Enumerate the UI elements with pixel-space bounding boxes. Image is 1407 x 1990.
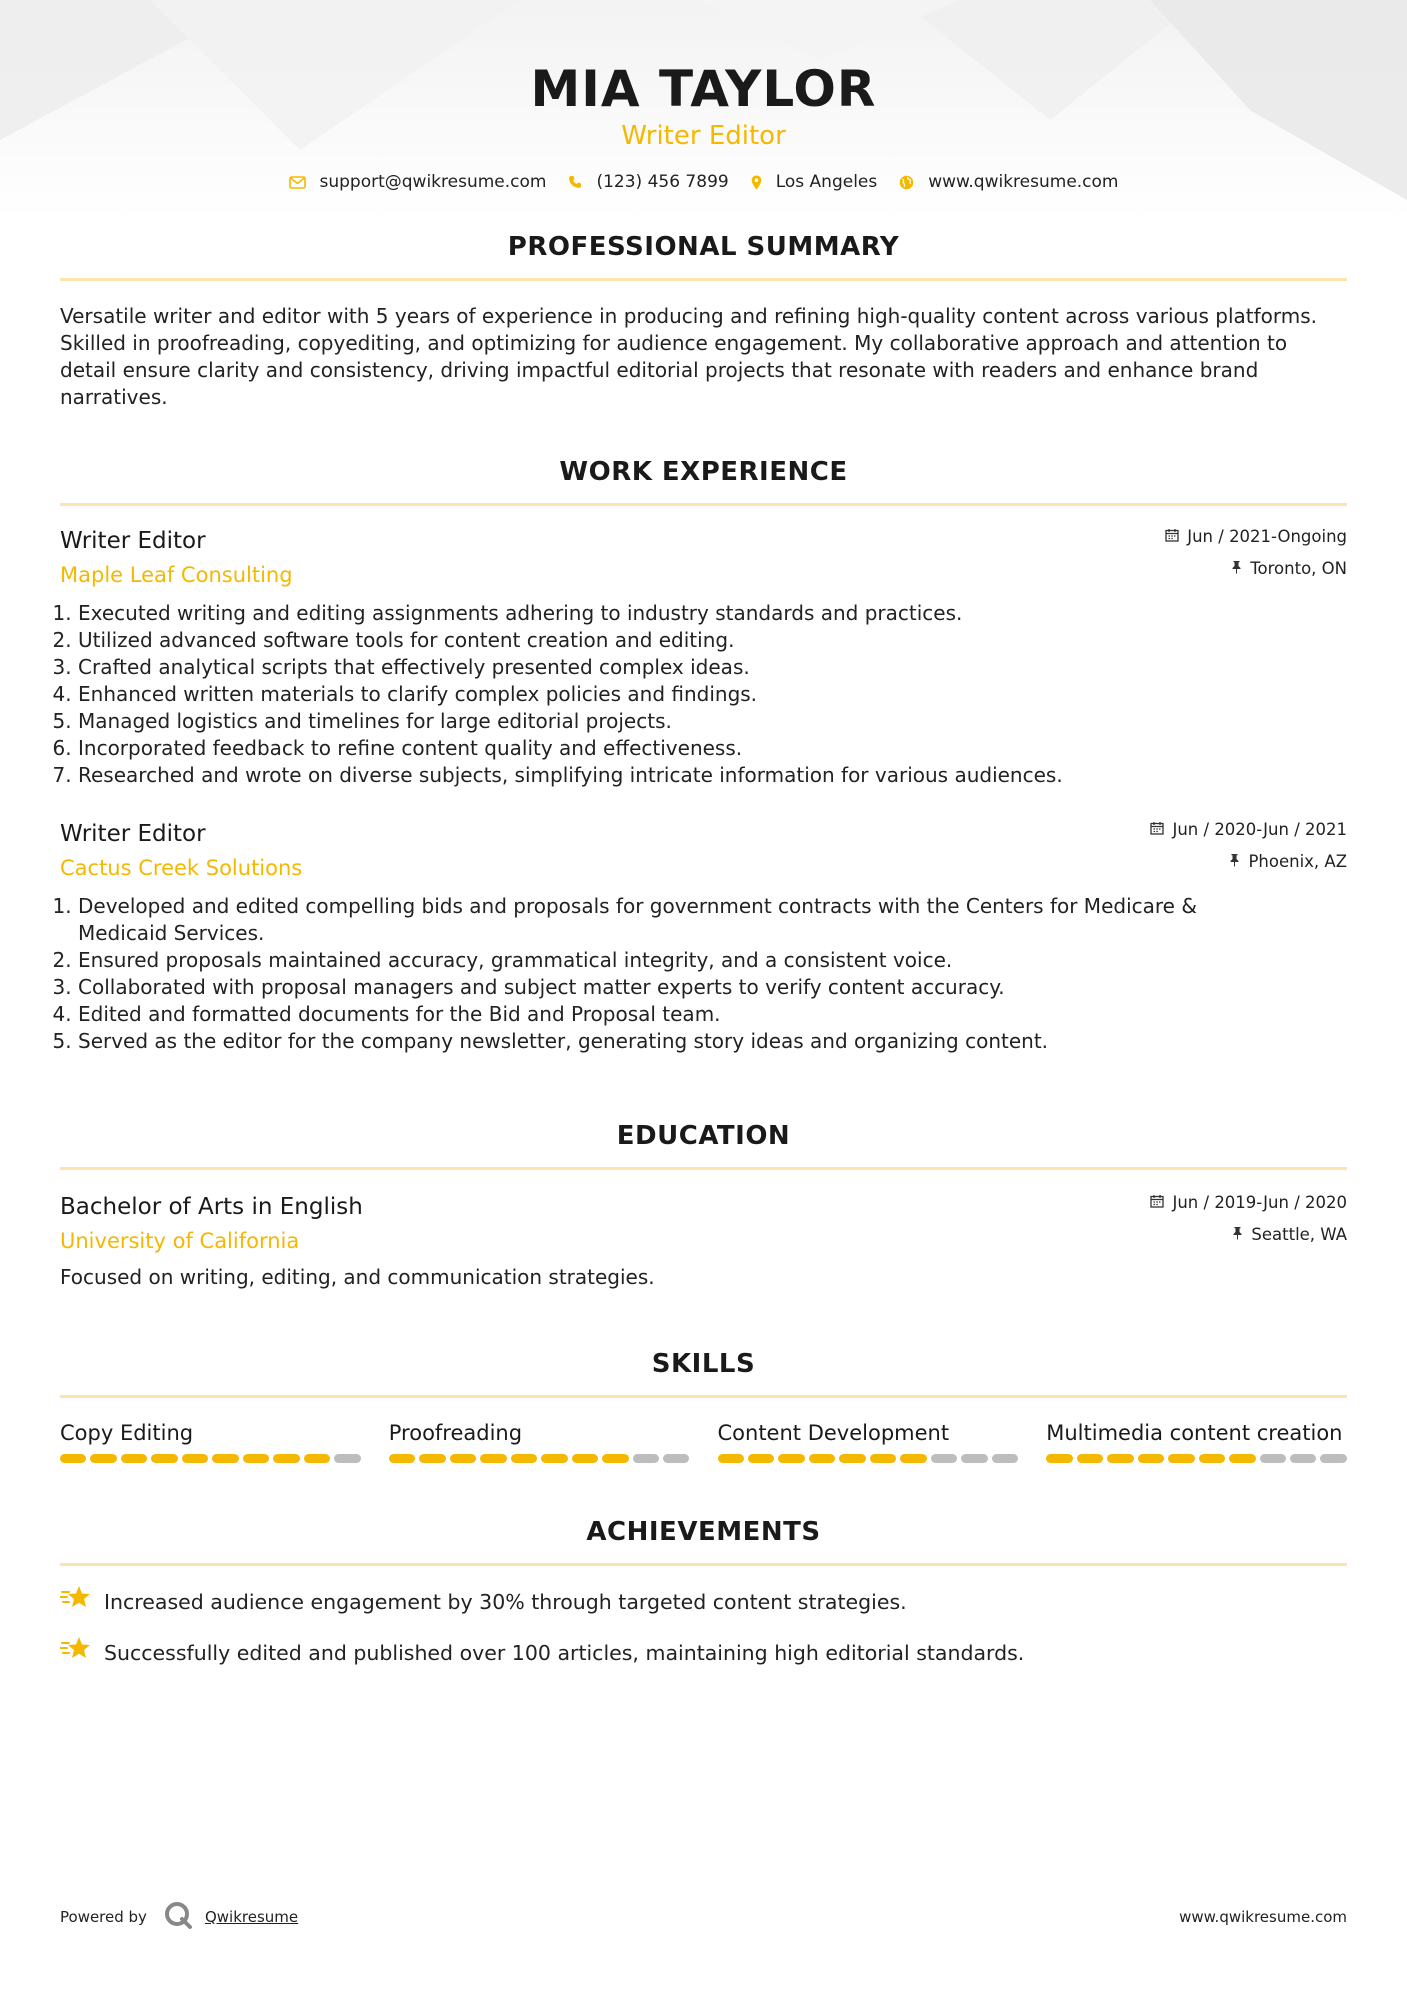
- skill-label: Content Development: [717, 1421, 950, 1445]
- email-text: support@qwikresume.com: [319, 172, 547, 192]
- skill-dot-filled: [121, 1454, 147, 1463]
- education-heading: EDUCATION: [616, 1121, 791, 1151]
- section-divider: [60, 1563, 1347, 1566]
- list-item: 4. Enhanced written materials to clarify complex policies and findings.: [78, 681, 1347, 708]
- section-divider: [60, 1167, 1347, 1170]
- skill-dot-empty: [961, 1454, 987, 1463]
- section-divider: [60, 503, 1347, 506]
- achievements-section: [60, 1515, 1347, 1670]
- skill-level-meter: [60, 1454, 361, 1463]
- globe-icon: [899, 175, 914, 190]
- list-item: 2. Utilized advanced software tools for content creation and editing.: [78, 627, 1347, 654]
- skill-dot-empty: [1260, 1454, 1286, 1463]
- list-item: 1. Executed writing and editing assignments adhering to industry standards and practices.: [78, 600, 1347, 627]
- job-company: Cactus Creek Solutions: [60, 856, 303, 880]
- job-location: Toronto, ON: [1250, 559, 1347, 578]
- skill-dot-filled: [419, 1454, 445, 1463]
- skill-label: Proofreading: [388, 1421, 523, 1445]
- achievement-item: [60, 1635, 1347, 1670]
- calendar-icon: [1150, 1192, 1164, 1214]
- job-company: Maple Leaf Consulting: [60, 563, 293, 587]
- skill-dot-filled: [602, 1454, 628, 1463]
- job-bullets: [60, 600, 1347, 789]
- map-pin-icon: [751, 175, 762, 190]
- phone-text: (123) 456 7899: [596, 172, 729, 192]
- website-text: www.qwikresume.com: [928, 172, 1119, 192]
- qwikresume-logo-icon: [163, 1900, 193, 1934]
- skill-dot-filled: [151, 1454, 177, 1463]
- phone-icon: [568, 175, 582, 189]
- skill-dot-empty: [663, 1454, 689, 1463]
- skill-dot-empty: [1320, 1454, 1346, 1463]
- pushpin-icon: [1231, 558, 1242, 580]
- skill-dot-empty: [992, 1454, 1018, 1463]
- skill-dot-filled: [809, 1454, 835, 1463]
- skill-dot-filled: [1077, 1454, 1103, 1463]
- skills-section: [60, 1347, 1347, 1463]
- skill-dot-empty: [633, 1454, 659, 1463]
- education-description: Focused on writing, editing, and communication strategies.: [60, 1265, 655, 1289]
- calendar-icon: [1150, 819, 1164, 841]
- summary-heading: PROFESSIONAL SUMMARY: [507, 232, 900, 262]
- education-school: University of California: [60, 1229, 300, 1253]
- achievements-list: [60, 1584, 1347, 1670]
- list-item: 2. Ensured proposals maintained accuracy, grammatical integrity, and a consistent voice.: [78, 947, 1347, 974]
- skills-list: [60, 1420, 1347, 1463]
- education-location: Seattle, WA: [1251, 1225, 1347, 1244]
- skill-dot-filled: [1199, 1454, 1225, 1463]
- skill-dot-filled: [90, 1454, 116, 1463]
- list-item: 3. Crafted analytical scripts that effectively presented complex ideas.: [78, 654, 1347, 681]
- location-text: Los Angeles: [775, 172, 878, 192]
- skill-level-meter: [1046, 1454, 1347, 1463]
- skill-dot-filled: [900, 1454, 926, 1463]
- list-item: 4. Edited and formatted documents for the Bid and Proposal team.: [78, 1001, 1347, 1028]
- skill-dot-empty: [1290, 1454, 1316, 1463]
- skill-level-meter: [718, 1454, 1019, 1463]
- education-degree: Bachelor of Arts in English: [60, 1194, 363, 1220]
- skill-dot-filled: [450, 1454, 476, 1463]
- list-item: 5. Served as the editor for the company newsletter, generating story ideas and organizing content.: [78, 1028, 1347, 1055]
- resume-header: [60, 0, 1347, 192]
- skill-dot-filled: [1168, 1454, 1194, 1463]
- skill-dot-empty: [334, 1454, 360, 1463]
- skill-dot-filled: [273, 1454, 299, 1463]
- page-footer: [60, 1900, 1347, 1934]
- section-divider: [60, 1395, 1347, 1398]
- achievement-text: Successfully edited and published over 100 articles, maintaining high editorial standards.: [104, 1640, 1025, 1665]
- skill-dot-filled: [748, 1454, 774, 1463]
- job-role: Writer Editor: [60, 528, 206, 554]
- candidate-title: Writer Editor: [621, 121, 786, 151]
- list-item: 1. Developed and edited compelling bids and proposals for government contracts with the Centers for Medicare & Medicaid Services.: [78, 893, 1347, 947]
- job-bullets: [60, 893, 1347, 1055]
- star-icon: [60, 1584, 92, 1619]
- list-item: 3. Collaborated with proposal managers and subject matter experts to verify content accuracy.: [78, 974, 1347, 1001]
- skill-dot-filled: [480, 1454, 506, 1463]
- skill-dot-filled: [572, 1454, 598, 1463]
- contact-email[interactable]: [289, 172, 547, 192]
- skill-dot-filled: [778, 1454, 804, 1463]
- powered-by-label: Powered by: [60, 1908, 147, 1926]
- skill-dot-filled: [182, 1454, 208, 1463]
- skill-dot-filled: [1107, 1454, 1133, 1463]
- envelope-icon: [289, 176, 306, 189]
- list-item: 7. Researched and wrote on diverse subjects, simplifying intricate information for various audiences.: [78, 762, 1347, 789]
- skill-dot-filled: [839, 1454, 865, 1463]
- skill-label: Multimedia content creation: [1046, 1421, 1343, 1445]
- skill-dot-filled: [870, 1454, 896, 1463]
- footer-website[interactable]: www.qwikresume.com: [1179, 1908, 1347, 1926]
- education-dates: Jun / 2019-Jun / 2020: [1172, 1193, 1347, 1212]
- skill-dot-filled: [1229, 1454, 1255, 1463]
- star-icon: [60, 1635, 92, 1670]
- education-section: [60, 1119, 1347, 1291]
- skill-dot-filled: [389, 1454, 415, 1463]
- contact-location: [751, 172, 878, 192]
- experience-heading: WORK EXPERIENCE: [559, 457, 848, 487]
- skill-dot-filled: [541, 1454, 567, 1463]
- skills-heading: SKILLS: [651, 1349, 756, 1379]
- job-entry: [60, 819, 1347, 1055]
- pushpin-icon: [1232, 1224, 1243, 1246]
- skill-dot-filled: [1138, 1454, 1164, 1463]
- skill-item: [1046, 1420, 1347, 1463]
- skill-dot-filled: [511, 1454, 537, 1463]
- experience-section: [60, 455, 1347, 1055]
- candidate-name: MIA TAYLOR: [530, 60, 877, 118]
- skill-dot-filled: [718, 1454, 744, 1463]
- list-item: 6. Incorporated feedback to refine content quality and effectiveness.: [78, 735, 1347, 762]
- achievement-item: [60, 1584, 1347, 1619]
- skill-item: [389, 1420, 690, 1463]
- job-dates: Jun / 2021-Ongoing: [1187, 527, 1347, 546]
- job-role: Writer Editor: [60, 821, 206, 847]
- job-entry: [60, 526, 1347, 789]
- job-location: Phoenix, AZ: [1248, 852, 1347, 871]
- skill-dot-empty: [931, 1454, 957, 1463]
- list-item: 5. Managed logistics and timelines for large editorial projects.: [78, 708, 1347, 735]
- skill-dot-filled: [60, 1454, 86, 1463]
- section-divider: [60, 278, 1347, 281]
- skill-dot-filled: [1046, 1454, 1072, 1463]
- skill-dot-filled: [212, 1454, 238, 1463]
- summary-section: [60, 230, 1347, 411]
- skill-item: [718, 1420, 1019, 1463]
- contact-website[interactable]: [899, 172, 1118, 192]
- achievements-heading: ACHIEVEMENTS: [586, 1517, 821, 1547]
- job-dates: Jun / 2020-Jun / 2021: [1172, 820, 1347, 839]
- skill-dot-filled: [304, 1454, 330, 1463]
- pushpin-icon: [1229, 851, 1240, 873]
- achievement-text: Increased audience engagement by 30% through targeted content strategies.: [104, 1589, 907, 1614]
- brand-link[interactable]: Qwikresume: [204, 1908, 299, 1926]
- skill-item: [60, 1420, 361, 1463]
- summary-text: Versatile writer and editor with 5 years of experience in producing and refining high-quality content across various platforms. Skilled in proofreading, copyediting, and optimizing for audience engagement. My collaborative approach and attention to detail ensure clarity and consistency, driving impactful editorial projects that resonate with readers and enhance brand narratives.: [60, 304, 1318, 409]
- calendar-icon: [1165, 526, 1179, 548]
- contact-bar: [60, 172, 1347, 192]
- skill-dot-filled: [243, 1454, 269, 1463]
- contact-phone[interactable]: [568, 172, 728, 192]
- skill-level-meter: [389, 1454, 690, 1463]
- skill-label: Copy Editing: [60, 1421, 194, 1445]
